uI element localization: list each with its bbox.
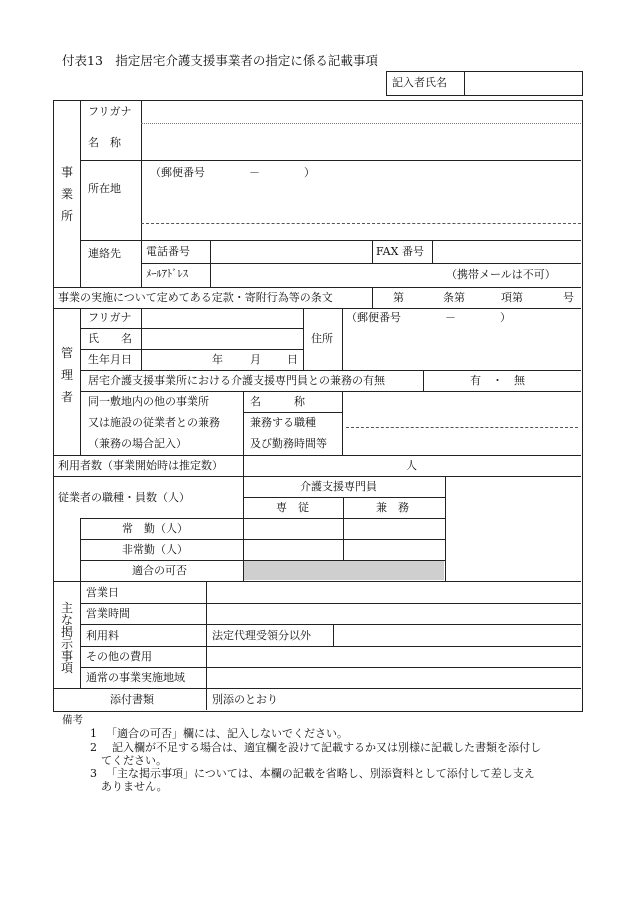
manager-section-label: 管 理 者 [60,346,73,404]
other-concurrent-label-2: 又は施設の従業者との兼務 [88,416,220,429]
attachments-label: 添付書類 [110,693,154,706]
note-3-line-2: ありません。 [101,780,168,793]
office-address-field[interactable] [142,182,580,222]
parttime-label: 非常勤（人） [122,543,188,556]
manager-name-label: 氏 名 [88,332,132,345]
article-kodai: 項第 [501,291,523,304]
email-note: （携帯メールは不可） [446,268,556,281]
users-label: 利用者数（事業開始時は推定数） [58,459,223,472]
business-days-field[interactable] [207,582,580,602]
concurrent-detail-field[interactable] [343,392,580,454]
manager-address-field[interactable] [343,328,580,369]
email-label: ﾒｰﾙｱﾄﾞﾚｽ [146,268,188,280]
recorder-label: 記入者氏名 [392,76,447,89]
fax-field[interactable] [433,241,580,262]
parttime-dedicated-field[interactable] [244,540,342,559]
other-concurrent-label-3: （兼務の場合記入） [88,437,187,450]
fulltime-concurrent-field[interactable] [344,519,444,538]
fax-label: FAX 番号 [376,245,424,258]
note-2-line-2: てください。 [101,754,167,767]
business-days-label: 営業日 [86,586,119,599]
note-2-number: 2 [90,741,97,754]
office-furigana-field[interactable] [142,101,580,122]
compliance-shaded-cell [244,561,444,580]
article-dai: 第 [393,291,404,304]
service-area-field[interactable] [207,668,580,687]
recorder-name-field[interactable] [466,73,579,93]
other-costs-label: その他の費用 [86,650,152,663]
note-1: 「適合の可否」欄には、記入しないでください。 [106,727,348,740]
fee-field[interactable] [334,625,580,645]
yes-no-choice[interactable]: 有 ・ 無 [470,374,525,387]
phone-label: 電話番号 [146,245,190,258]
birth-day-unit: 日 [287,353,298,366]
parttime-concurrent-field[interactable] [344,540,444,559]
attachments-value: 別添のとおり [212,693,278,706]
concurrent-job-label-1: 兼務する職種 [250,416,316,429]
fee-other-label: 法定代理受領分以外 [212,629,311,642]
manager-name-field[interactable] [142,329,302,348]
note-3-number: 3 [90,767,97,780]
business-hours-label: 営業時間 [86,607,130,620]
note-2-line-1: 記入欄が不足する場合は、適宜欄を設けて記載するか又は別様に記載した書類を添付し [112,741,541,754]
concurrent-header: 兼 務 [376,501,409,514]
fee-label: 利用料 [86,629,119,642]
other-concurrent-label-1: 同一敷地内の他の事業所 [88,395,209,408]
concurrent-question: 居宅介護支援事業所における介護支援専門員との兼務の有無 [88,374,385,387]
dedicated-header: 専 従 [276,501,309,514]
article-jodai: 条第 [443,291,465,304]
other-costs-field[interactable] [207,647,580,666]
fulltime-label: 常 勤（人） [122,522,188,535]
staff-label: 従業者の職種・員数（人） [58,491,190,504]
manager-furigana-field[interactable] [142,309,302,327]
manager-birth-label: 生年月日 [88,353,132,366]
users-unit: 人 [406,459,417,472]
note-3-line-1: 「主な掲示事項」については、本欄の記載を省略し、別添資料として添付して差し支え [106,767,535,780]
phone-field[interactable] [211,241,371,262]
office-postal-label: （郵便番号 － ） [150,166,315,179]
fulltime-dedicated-field[interactable] [244,519,342,538]
concurrent-job-label-2: 及び勤務時間等 [250,437,327,450]
facility-name-label: 名 称 [250,395,305,408]
office-address-label: 所在地 [88,182,121,195]
service-area-label: 通常の事業実施地域 [86,671,185,684]
manager-address-label: 住所 [311,332,333,345]
office-name-label: 名 称 [88,136,121,149]
posted-section-label: 主 な 掲 示 事 項 [60,601,73,675]
birth-month-unit: 月 [250,353,261,366]
articles-label: 事業の実施について定めてある定款・寄附行為等の条文 [58,291,333,304]
birth-year-unit: 年 [212,353,223,366]
office-name-field[interactable] [142,125,580,159]
email-field[interactable] [211,264,441,286]
manager-furigana-label: フリガナ [88,311,132,324]
form-title: 付表13 指定居宅介護支援事業者の指定に係る記載事項 [62,53,378,68]
note-1-number: 1 [90,727,97,740]
office-contact-label: 連絡先 [88,247,121,260]
compliance-label: 適合の可否 [132,564,187,577]
care-manager-header: 介護支援専門員 [300,480,377,493]
office-section-label: 事 業 所 [60,165,73,223]
manager-postal-label: （郵便番号 － ） [346,311,511,324]
article-go: 号 [563,291,574,304]
office-furigana-label: フリガナ [88,105,132,118]
business-hours-field[interactable] [207,604,580,623]
notes-title: 備考 [62,714,83,726]
